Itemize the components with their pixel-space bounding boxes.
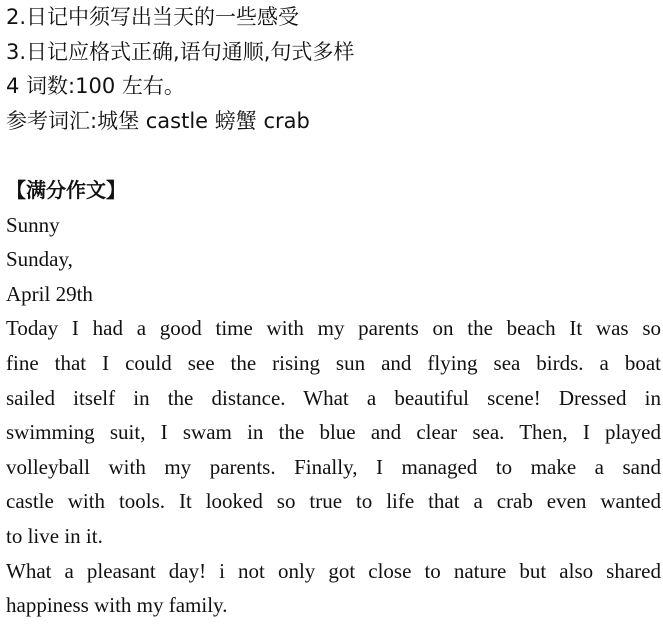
paragraph-2-line: What a pleasant day! i not only got close to nature but also shared — [6, 558, 661, 583]
reference-vocabulary: 参考词汇:城堡 castle 螃蟹 crab — [6, 108, 310, 133]
paragraph-1-line: to live in it. — [6, 523, 103, 548]
paragraph-2-line: happiness with my family. — [6, 593, 228, 618]
model-essay-heading: 【满分作文】 — [6, 177, 126, 202]
diary-name: Sunny — [6, 212, 60, 237]
document-page — [6, 0, 661, 623]
paragraph-1-line: Today I had a good time with my parents on the beach It was so — [6, 316, 661, 341]
diary-date: April 29th — [6, 281, 93, 306]
requirement-item-4: 4 词数:100 左右。 — [6, 74, 185, 99]
requirement-item-2: 2.日记中须写出当天的一些感受 — [6, 5, 300, 29]
paragraph-1-line: swimming suit, I swam in the blue and clear sea. Then, I played — [6, 420, 661, 445]
paragraph-1-line: sailed itself in the distance. What a beautiful scene! Dressed in — [6, 385, 661, 410]
diary-day: Sunday, — [6, 247, 73, 272]
paragraph-1-line: fine that I could see the rising sun and flying sea birds. a boat — [6, 350, 661, 375]
paragraph-1-line: volleyball with my parents. Finally, I managed to make a sand — [6, 454, 661, 479]
paragraph-1-line: castle with tools. It looked so true to life that a crab even wanted — [6, 489, 661, 514]
requirement-item-3: 3.日记应格式正确,语句通顺,句式多样 — [6, 39, 355, 64]
spacer — [6, 138, 661, 173]
